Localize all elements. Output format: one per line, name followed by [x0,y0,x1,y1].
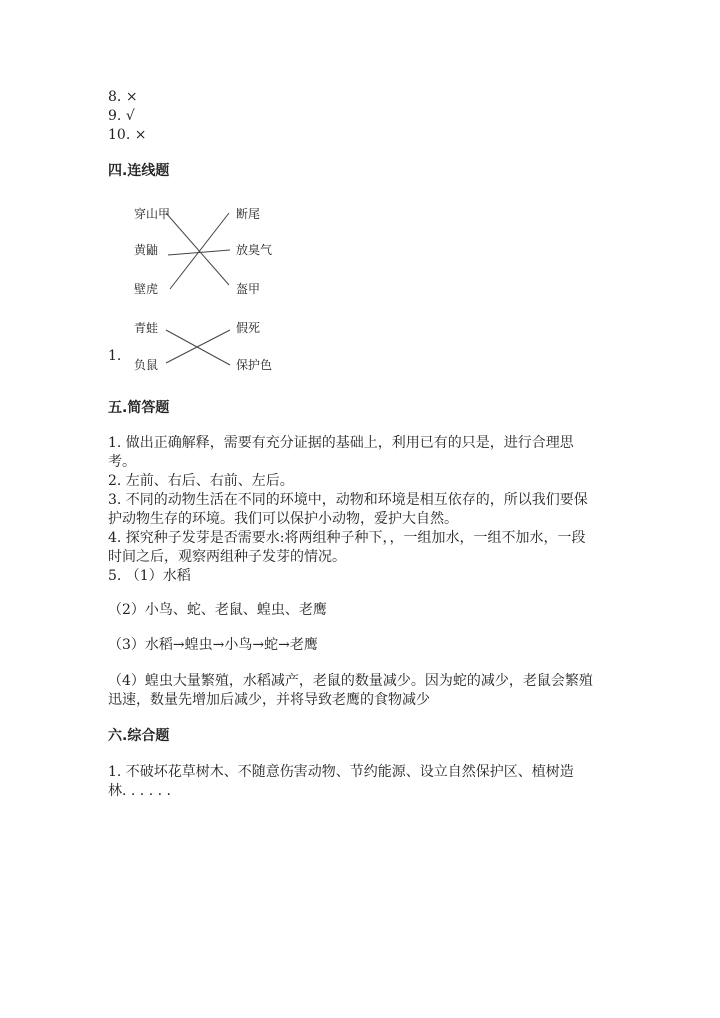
answer-line: 2. 左前、右后、右前、左后。 [108,473,294,489]
match-right-playdead: 假死 [236,321,261,335]
match-right-odor: 放臭气 [236,243,273,257]
answer-number: 9. [108,108,122,124]
answer-line: 林. . . . . . [108,783,171,799]
matching-item-number: 1. [108,348,122,364]
answer-line: 护动物生存的环境。我们可以保护小动物，爱护大自然。 [108,511,458,527]
answer-line: 1. 做出正确解释，需要有充分证据的基础上，利用已有的只是，进行合理思 [108,435,574,451]
match-left-gecko: 壁虎 [134,282,159,296]
cross-mark: × [134,127,147,143]
match-left-opossum: 负鼠 [134,358,159,372]
section-6-title: 六.综合题 [108,728,170,744]
answer-line: 考。 [108,454,136,470]
match-left-pangolin: 穿山甲 [134,207,171,221]
answer-line: （4）蝗虫大量繁殖，水稻减产，老鼠的数量减少。因为蛇的减少，老鼠会繁殖 [108,673,593,689]
match-right-tail: 断尾 [236,207,261,221]
cross-mark: × [125,89,138,105]
match-left-weasel: 黄鼬 [134,243,159,257]
answer-line: （2）小鸟、蛇、老鼠、蝗虫、老鹰 [108,602,327,618]
answer-line: 时间之后，观察两组种子发芽的情况。 [108,549,346,565]
match-left-frog: 青蛙 [134,321,159,335]
match-right-camouflage: 保护色 [236,358,273,372]
section-5-title: 五.简答题 [108,400,170,416]
match-line-pangolin-armor [166,213,229,285]
answer-line: （3）水稻→蝗虫→小鸟→蛇→老鹰 [108,637,318,653]
answer-number: 8. [108,89,122,105]
match-right-armor: 盔甲 [236,282,261,296]
answer-line: 迅速，数量先增加后减少，并将导致老鹰的食物减少 [108,692,430,708]
answer-line: 4. 探究种子发芽是否需要水:将两组种子种下，，一组加水，一组不加水，一段 [108,530,586,546]
answer-line: 5. （1）水稻 [108,568,191,584]
check-mark: √ [125,108,135,124]
answer-line: 1. 不破坏花草树木、不随意伤害动物、节约能源、设立自然保护区、植树造 [108,764,574,780]
answer-number: 10. [108,127,131,143]
answer-line: 3. 不同的动物生活在不同的环境中，动物和环境是相互依存的，所以我们要保 [108,492,588,508]
section-4-title: 四.连线题 [108,163,170,179]
